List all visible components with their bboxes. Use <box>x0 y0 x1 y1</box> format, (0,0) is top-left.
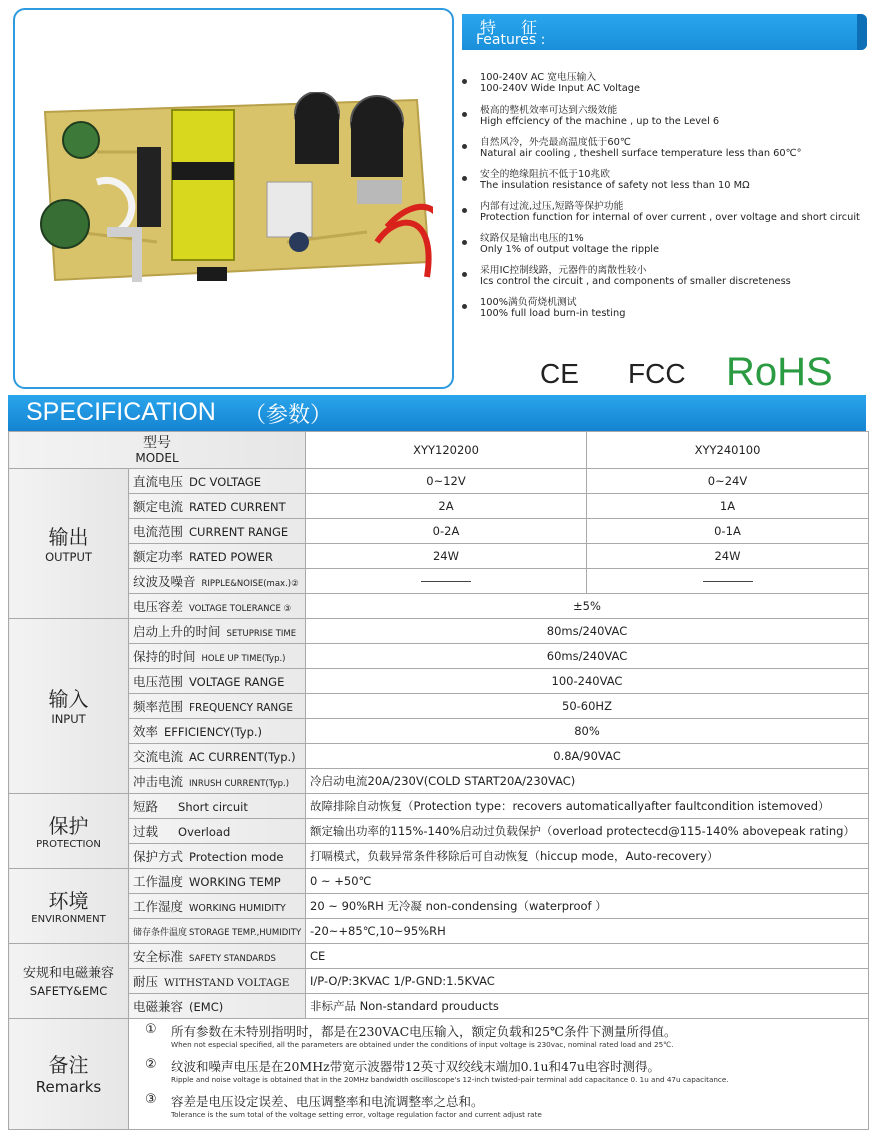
param-value: 80ms/240VAC <box>306 619 869 644</box>
param-label: 启动上升的时间 SETUPRISE TIME <box>129 619 306 644</box>
param-value: 打嗝模式，负载异常条件移除后可自动恢复（hiccup mode，Auto-recovery） <box>306 844 869 869</box>
specification-banner <box>8 395 866 431</box>
param-label: 额定功率 RATED POWER <box>129 544 306 569</box>
remark-item: ① 所有参数在未特别指明时，都是在230VAC电压输入，额定负载和25℃条件下测量所得值。 When not especial specified, all the parameters are obtained under the conditions of input voltage is 230vac, nominal rated load and 25℃. <box>145 1021 677 1049</box>
table-row <box>9 919 869 944</box>
bullet-icon <box>462 304 467 309</box>
param-label: 电压容差 VOLTAGE TOLERANCE ③ <box>129 594 306 619</box>
spec-title-en: SPECIFICATION <box>26 398 216 426</box>
param-label: 效率 EFFICIENCY(Typ.) <box>129 719 306 744</box>
table-row <box>9 569 869 594</box>
param-label: 保持的时间 HOLE UP TIME(Typ.) <box>129 644 306 669</box>
param-label: 电磁兼容 (EMC) <box>129 994 306 1019</box>
param-label: 电压范围 VOLTAGE RANGE <box>129 669 306 694</box>
table-row <box>9 969 869 994</box>
table-row <box>9 469 869 494</box>
param-label: 交流电流 AC CURRENT(Typ.) <box>129 744 306 769</box>
group-input: 输入 INPUT <box>9 619 129 794</box>
bullet-icon <box>462 176 467 181</box>
param-label: 直流电压 DC VOLTAGE <box>129 469 306 494</box>
table-row <box>9 519 869 544</box>
features-header-en: Features : <box>476 32 546 48</box>
remarks-content <box>129 1019 869 1130</box>
param-value: 0-2A <box>306 519 587 544</box>
param-value: 20 ~ 90%RH 无冷凝 non-condensing（waterproof ） <box>306 894 869 919</box>
table-row <box>9 644 869 669</box>
model-label: 型号 MODEL <box>9 432 306 469</box>
param-label: 保护方式 Protection mode <box>129 844 306 869</box>
param-value: 100-240VAC <box>306 669 869 694</box>
bullet-icon <box>462 112 467 117</box>
table-row <box>9 669 869 694</box>
param-label: 频率范围 FREQUENCY RANGE <box>129 694 306 719</box>
group-output: 输出 OUTPUT <box>9 469 129 619</box>
bullet-icon <box>462 79 467 84</box>
param-value: 60ms/240VAC <box>306 644 869 669</box>
table-row <box>9 494 869 519</box>
param-label: 储存条件温度 STORAGE TEMP.,HUMIDITY <box>129 919 306 944</box>
param-value: 0~12V <box>306 469 587 494</box>
param-label: 电流范围 CURRENT RANGE <box>129 519 306 544</box>
features-header-cn: 特 征 <box>480 18 548 37</box>
remark-item: ② 纹波和噪声电压是在20MHz带宽示波器带12英寸双绞线末端加0.1u和47u电容时测得。 Ripple and noise voltage is obtained that in the 20MHz bandwidth oscilloscope's 12-inch twisted-pair terminal add capacitance 0. 1u and 47u capacitance. <box>145 1056 729 1084</box>
model-row <box>9 432 869 469</box>
table-row <box>9 619 869 644</box>
param-value: 80% <box>306 719 869 744</box>
fcc-mark: FCC <box>628 358 686 389</box>
param-label: 耐压 WITHSTAND VOLTAGE <box>129 969 306 994</box>
dash-line <box>703 581 753 582</box>
dash-line <box>421 581 471 582</box>
table-row <box>9 719 869 744</box>
param-value: ±5% <box>306 594 869 619</box>
table-row <box>9 869 869 894</box>
param-value: 24W <box>587 544 869 569</box>
table-row <box>9 944 869 969</box>
param-value: 0~24V <box>587 469 869 494</box>
param-label: 安全标准 SAFETY STANDARDS <box>129 944 306 969</box>
spec-table <box>8 431 869 1130</box>
param-value: 额定输出功率的115%-140%启动过负载保护（overload protectecd@115-140% abovepeak rating） <box>306 819 869 844</box>
table-row <box>9 744 869 769</box>
param-label: 工作温度 WORKING TEMP <box>129 869 306 894</box>
param-value: 冷启动电流20A/230V(COLD START20A/230VAC) <box>306 769 869 794</box>
table-row <box>9 769 869 794</box>
model-2: XYY240100 <box>587 432 869 469</box>
bullet-icon <box>462 272 467 277</box>
table-row <box>9 594 869 619</box>
pcb-board-image <box>37 92 433 282</box>
table-row <box>9 544 869 569</box>
group-environment: 环境 ENVIRONMENT <box>9 869 129 944</box>
param-value: 24W <box>306 544 587 569</box>
table-row <box>9 994 869 1019</box>
param-value <box>306 569 587 594</box>
param-label: 额定电流 RATED CURRENT <box>129 494 306 519</box>
features-header <box>462 14 867 50</box>
table-row <box>9 694 869 719</box>
rohs-mark: RoHS <box>726 350 833 394</box>
product-photo-panel <box>13 8 454 389</box>
remarks-row <box>9 1019 869 1130</box>
group-protection: 保护 PROTECTION <box>9 794 129 869</box>
param-label: 短路 Short circuit <box>129 794 306 819</box>
table-row <box>9 894 869 919</box>
table-row <box>9 819 869 844</box>
param-label: 纹波及噪音 RIPPLE&NOISE(max.)② <box>129 569 306 594</box>
spec-title-cn: （参数） <box>244 403 333 428</box>
param-value: 故障排除自动恢复（Protection type：recovers automaticallyafter faultcondition istemoved） <box>306 794 869 819</box>
param-value: 0.8A/90VAC <box>306 744 869 769</box>
param-label: 过载 Overload <box>129 819 306 844</box>
table-row <box>9 844 869 869</box>
bullet-icon <box>462 208 467 213</box>
param-value: 0 ~ +50℃ <box>306 869 869 894</box>
param-label: 工作湿度 WORKING HUMIDITY <box>129 894 306 919</box>
param-label: 冲击电流 INRUSH CURRENT(Typ.) <box>129 769 306 794</box>
param-value: CE <box>306 944 869 969</box>
model-1: XYY120200 <box>306 432 587 469</box>
table-row <box>9 794 869 819</box>
param-value <box>587 569 869 594</box>
group-safety: 安规和电磁兼容 SAFETY&EMC <box>9 944 129 1019</box>
param-value: 2A <box>306 494 587 519</box>
param-value: 1A <box>587 494 869 519</box>
param-value: -20~+85℃,10~95%RH <box>306 919 869 944</box>
ce-mark: CE <box>540 358 579 389</box>
remark-item: ③ 容差是电压设定误差、电压调整率和电流调整率之总和。 Tolerance is the sum total of the voltage setting error, voltage regulation factor and current adjust rate <box>145 1091 542 1119</box>
group-remarks: 备注 Remarks <box>9 1019 129 1130</box>
bullet-icon <box>462 240 467 245</box>
param-value: 0-1A <box>587 519 869 544</box>
param-value: I/P-O/P:3KVAC 1/P-GND:1.5KVAC <box>306 969 869 994</box>
bullet-icon <box>462 144 467 149</box>
param-value: 50-60HZ <box>306 694 869 719</box>
param-value: 非标产品 Non-standard prouducts <box>306 994 869 1019</box>
